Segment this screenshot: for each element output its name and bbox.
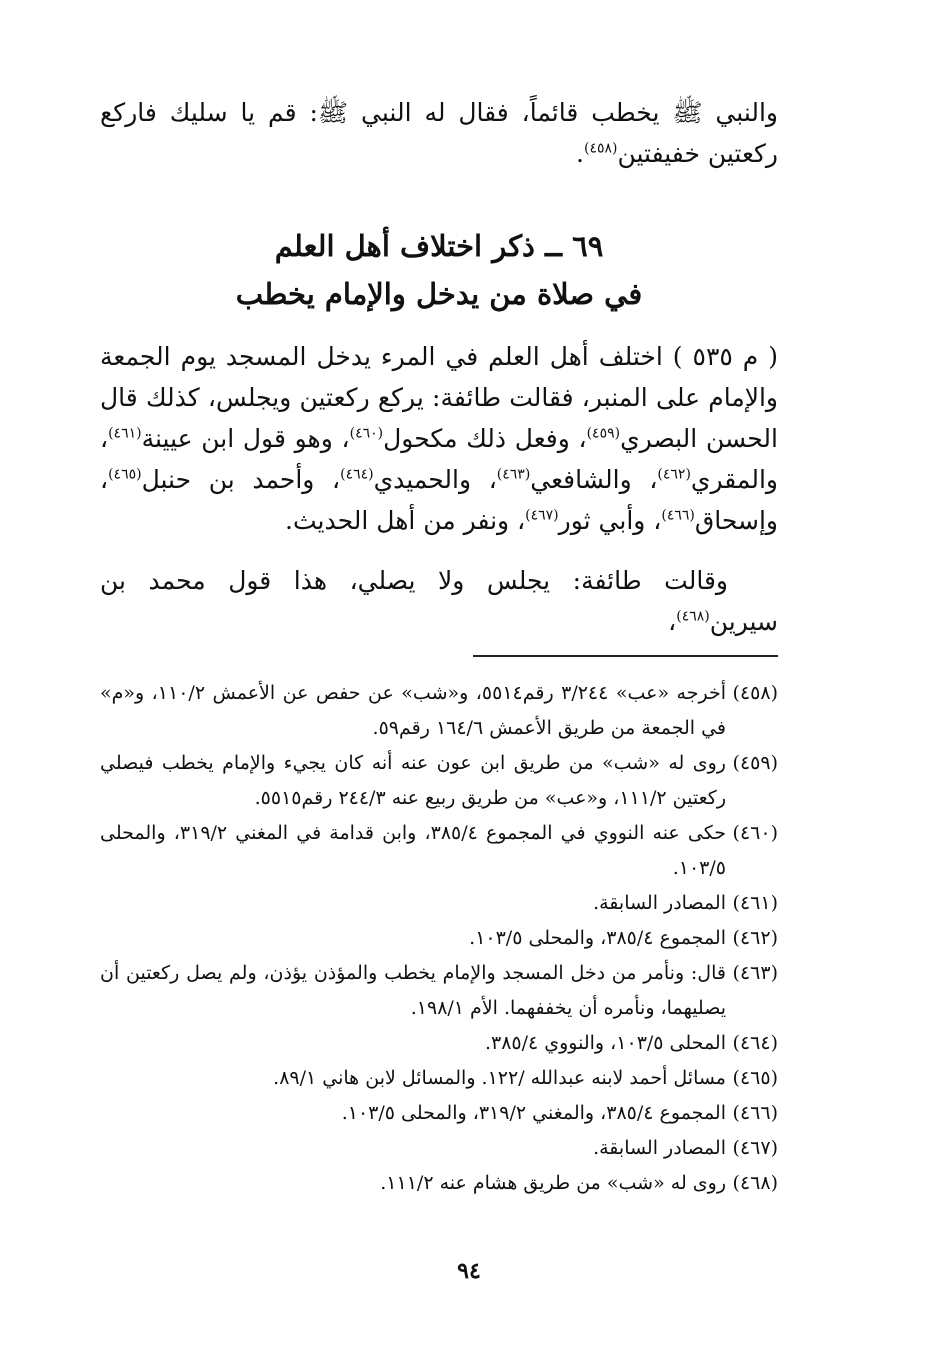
footnote-ref-466[interactable]: (٤٦٦) [661, 507, 695, 524]
footnote-text: روى له «شب» من طريق هشام عنه ١١١/٢. [380, 1172, 726, 1194]
intro-text: والنبي ﷺ يخطب قائماً، فقال له النبي ﷺ: قم يا سليك فاركع ركعتين خفيفتين [100, 98, 778, 168]
footnote-text: المجموع ٣٨٥/٤، والمغني ٣١٩/٢، والمحلى ١٠٣/٥. [341, 1102, 726, 1124]
footnote-item [100, 956, 778, 1026]
footnote-number: (٤٦٣) [732, 962, 778, 984]
page-number: ٩٤ [457, 1258, 481, 1284]
section-heading [100, 222, 778, 318]
footnote-text: أخرجه «عب» ٣/٢٤٤ رقم٥٥١٤، و«شب» عن حفص عن الأعمش ١١٠/٢، و«م» في الجمعة من طريق الأعمش ١٦٤/٦ رقم٥٩. [100, 682, 726, 739]
footnote-text: المصادر السابقة. [593, 892, 726, 914]
footnote-item [100, 1166, 778, 1201]
second-text-1: وقالت طائفة: يجلس ولا يصلي، هذا قول محمد بن سيرين [100, 566, 778, 636]
footnote-ref-460[interactable]: (٤٦٠) [349, 425, 384, 442]
footnote-item [100, 676, 778, 746]
footnote-ref-465[interactable]: (٤٦٥) [108, 466, 142, 483]
footnotes-list [100, 676, 778, 1201]
footnote-text: حكى عنه النووي في المجموع ٣٨٥/٤، وابن قدامة في المغني ٣١٩/٢، والمحلى ١٠٣/٥. [100, 822, 726, 879]
footnote-text: المجموع ٣٨٥/٤، والمحلى ١٠٣/٥. [469, 927, 726, 949]
heading-line-2: في صلاة من يدخل والإمام يخطب [235, 277, 643, 311]
main-text-10: ، ونفر من أهل الحديث. [285, 506, 526, 535]
main-text-3: ، وهو قول ابن عيينة [141, 424, 350, 453]
footnote-number: (٤٦٦) [732, 1102, 778, 1124]
footnote-text: المحلى ١٠٣/٥، والنووي ٣٨٥/٤. [484, 1032, 726, 1054]
second-paragraph [100, 560, 778, 642]
footnote-ref-462[interactable]: (٤٦٢) [657, 466, 691, 483]
footnote-item [100, 886, 778, 921]
main-text-1: ( م ٥٣٥ ) اختلف أهل العلم في المرء يدخل المسجد يوم الجمعة والإمام على المنبر، فقالت طائفة: يركع ركعتين ويجلس، كذلك قال الحسن البصري [100, 342, 778, 453]
footnote-number: (٤٦٢) [732, 927, 778, 949]
main-text-6: ، والحميدي [373, 465, 497, 494]
footnote-item [100, 1061, 778, 1096]
main-paragraph [100, 336, 778, 541]
footnote-text: روى له «شب» من طريق ابن عون عنه أنه كان يجيء والإمام يخطب فيصلي ركعتين ١١١/٢، و«عب» من طريق ربيع عنه ٢٤٤/٣ رقم٥٥١٥. [100, 752, 726, 809]
main-text-7: ، وأحمد بن حنبل [141, 465, 341, 494]
intro-paragraph [100, 92, 778, 174]
main-text-2: ، وفعل ذلك مكحول [383, 424, 587, 453]
main-text-5: ، والشافعي [530, 465, 658, 494]
main-text-9: ، وأبي ثور [558, 506, 662, 535]
footnote-ref-464[interactable]: (٤٦٤) [340, 466, 374, 483]
footnote-divider [473, 655, 778, 657]
footnote-number: (٤٦٨) [732, 1172, 778, 1194]
footnote-number: (٤٦٥) [732, 1067, 778, 1089]
footnote-text: مسائل أحمد لابنه عبدالله /١٢٢. والمسائل لابن هاني ٨٩/١. [273, 1067, 726, 1089]
footnote-item [100, 921, 778, 956]
main-text-4: ، والمقري [100, 424, 779, 494]
footnote-item [100, 1131, 778, 1166]
footnote-ref-459[interactable]: (٤٥٩) [586, 425, 621, 442]
footnote-number: (٤٦٠) [732, 822, 778, 844]
footnote-number: (٤٥٩) [732, 752, 778, 774]
main-text-8: ، وإسحاق [100, 465, 778, 535]
footnote-number: (٤٥٨) [732, 682, 778, 704]
heading-line-1: ٦٩ ــ ذكر اختلاف أهل العلم [274, 229, 604, 263]
footnote-text: قال: ونأمر من دخل المسجد والإمام يخطب والمؤذن يؤذن، ولم يصل ركعتين أن يصليهما، ونأمره أن يخففهما. الأم ١٩٨/١. [100, 962, 726, 1019]
intro-end: . [576, 139, 584, 168]
footnote-ref-458[interactable]: (٤٥٨) [583, 140, 618, 157]
footnote-ref-467[interactable]: (٤٦٧) [525, 507, 559, 524]
second-text-2: ، [668, 607, 677, 636]
footnote-ref-463[interactable]: (٤٦٣) [496, 466, 531, 483]
footnote-ref-461[interactable]: (٤٦١) [108, 425, 142, 442]
footnote-item [100, 816, 778, 886]
footnote-item [100, 1096, 778, 1131]
footnote-item [100, 1026, 778, 1061]
footnote-item [100, 746, 778, 816]
footnote-ref-468[interactable]: (٤٦٨) [676, 608, 710, 625]
footnote-number: (٤٦١) [732, 892, 778, 914]
footnote-number: (٤٦٤) [732, 1032, 778, 1054]
footnote-number: (٤٦٧) [732, 1137, 778, 1159]
footnote-text: المصادر السابقة. [593, 1137, 726, 1159]
